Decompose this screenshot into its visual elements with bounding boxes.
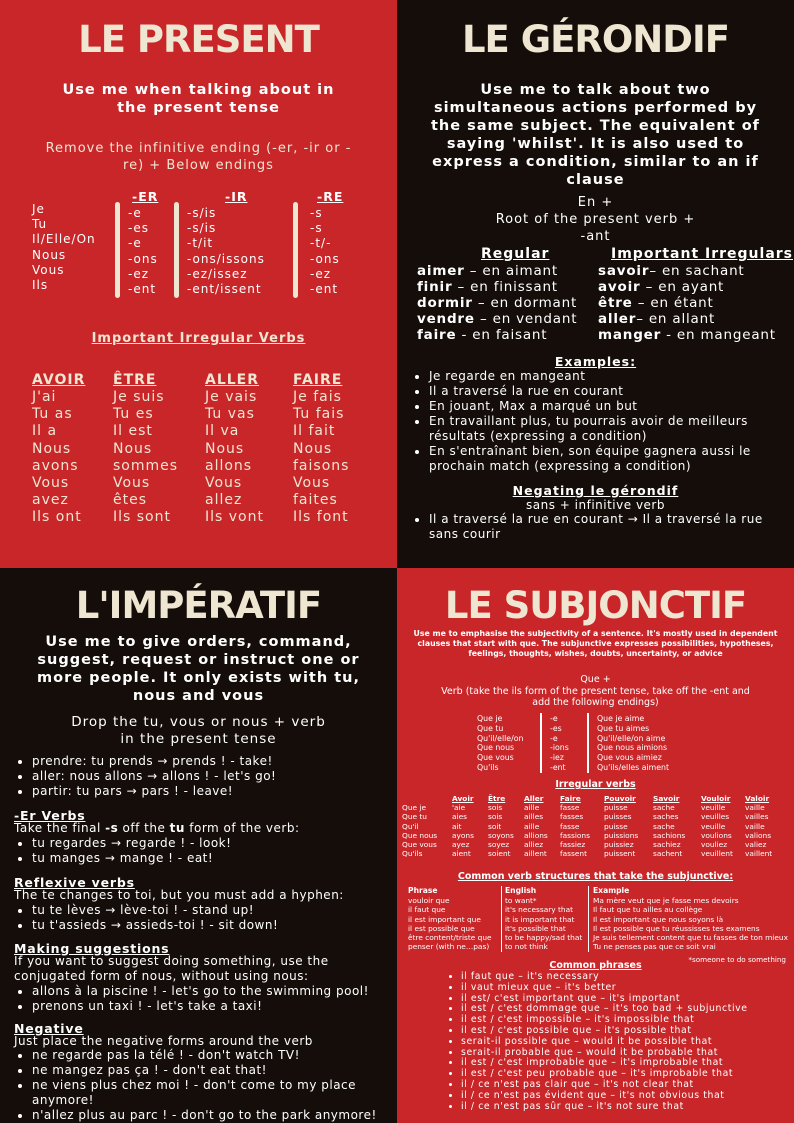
subjonctif-endings: -e -es -e -ions -iez -ent [550, 714, 569, 772]
subjonctif-footnote: *someone to do something [688, 955, 786, 964]
gerondif-examples-heading: Examples: [554, 354, 637, 369]
gerondif-panel [397, 0, 794, 568]
present-re-endings: -s -s -t/- -ons -ez -ent [310, 206, 340, 297]
list-item: • tu te lèves → lève-toi ! - stand up! [32, 903, 397, 918]
gerondif-negating-rule: sans + infinitive verb [526, 498, 665, 512]
list-item: • En travaillant plus, tu pourrais avoir de meilleurs résultats (expressing a condition) [429, 414, 794, 444]
subjonctif-structures-heading: Common verb structures that take the subjunctive: [457, 871, 734, 882]
verb-forms: Je suis Tu es Il est Nous sommes Vous êtes Ils sont [113, 389, 179, 526]
english-header: English [505, 886, 537, 895]
irregular-item: aller– en allant [598, 311, 716, 327]
list-item: • tu manges → mange ! - eat! [32, 851, 397, 866]
verb-forms: Je vais Tu vas Il va Nous allons Vous allez Ils vont [205, 389, 264, 526]
present-er-endings: -e -es -e -ons -ez -ent [128, 206, 158, 297]
irr-verb-forms: fasse fasses fasse fassions fassiez fassent [560, 803, 590, 859]
list-item: • En s'entraînant bien, son équipe gagnera aussi le prochain match (expressing a condition) [429, 444, 794, 474]
list-item: • ne mangez pas ça ! - don't eat that! [32, 1063, 388, 1078]
imperatif-suggest-heading: Making suggestions [14, 941, 170, 956]
gerondif-intro: Use me to talk about two simultaneous actions performed by the same subject. The equivalent of saying 'whilst'. It is also used to express a condition, similar to an if clause [431, 82, 760, 188]
verb-forms: Je fais Tu fais Il fait Nous faisons Vous faites Ils font [293, 389, 350, 526]
list-item: • il est/ c'est important que – it's important [461, 994, 791, 1005]
phrase-header: Phrase [408, 886, 438, 895]
example-header: Example [593, 886, 630, 895]
irr-verb-name: Savoir [653, 794, 680, 803]
list-item: • ne viens plus chez moi ! - don't come to my place anymore! [32, 1078, 388, 1108]
subjonctif-phrases [449, 972, 791, 1112]
irr-verb-name: Faire [560, 794, 581, 803]
irr-verb-name: Avoir [452, 794, 474, 803]
gerondif-formula: En + Root of the present verb + -ant [495, 195, 696, 244]
list-item: • tu regardes → regarde ! - look! [32, 836, 397, 851]
regular-item: finir – en finissant [417, 279, 558, 295]
imperatif-er-examples [18, 836, 397, 866]
list-item: • il est / c'est possible que – it's possible that [461, 1026, 791, 1037]
present-ir-header: -IR [225, 189, 248, 204]
present-panel [0, 0, 397, 568]
irregular-item: manger - en mangeant [598, 327, 776, 343]
list-item: • tu t'assieds → assieds-toi ! - sit down! [32, 918, 397, 933]
present-irregular-heading: Important Irregular Verbs [91, 331, 306, 346]
gerondif-regular-heading: Regular [481, 246, 550, 262]
gerondif-irregular-list [598, 263, 776, 343]
irr-pronouns: Que je Que tu Qu'il Que nous Que vous Qu'ils [402, 803, 438, 859]
list-item: • ne regarde pas la télé ! - don't watch TV! [32, 1048, 388, 1063]
irr-verb-forms: sois sois soit soyons soyez soient [488, 803, 514, 859]
subjonctif-phrases-heading: Common phrases [549, 960, 642, 971]
present-divider [115, 202, 120, 298]
irr-verb-name: Aller [524, 794, 544, 803]
subjonctif-panel [397, 568, 794, 1123]
present-rule: Remove the infinitive ending (-er, -ir or -re) + Below endings [45, 141, 352, 173]
imperatif-reflexive-rule: The te changes to toi, but you must add a hyphen: [14, 888, 344, 902]
subjonctif-irregular-heading: Irregular verbs [555, 779, 636, 790]
irr-verb-forms: sache saches sache sachions sachiez sachent [653, 803, 686, 859]
irr-verb-forms: veuille veuilles veuille voulions vouliez veuillent [701, 803, 733, 859]
present-intro: Use me when talking about in the present tense [62, 82, 335, 116]
irregular-item: savoir– en sachant [598, 263, 745, 279]
list-item: • il est / c'est improbable que – it's improbable that [461, 1058, 791, 1069]
imperatif-er-rule: Take the final -s off the tu form of the verb: [14, 821, 300, 835]
present-divider [293, 202, 298, 298]
irr-verb-name: Être [488, 794, 506, 803]
subjonctif-aimer: Que je aime Que tu aimes Qu'il/elle/on aime Que nous aimions Que vous aimiez Qu'ils/elles aiment [597, 714, 670, 772]
imperatif-title: L'IMPÉRATIF [75, 584, 322, 627]
regular-item: faire - en faisant [417, 327, 548, 343]
irregular-item: avoir – en ayant [598, 279, 725, 295]
table-divider [588, 886, 589, 952]
list-item: • il vaut mieux que – it's better [461, 983, 791, 994]
verb-forms: J'ai Tu as Il a Nous avons Vous avez Ils ont [32, 389, 82, 526]
phrase-col: vouloir que il faut que il est important que il est possible que être content/triste que penser (with ne…pas) [408, 896, 492, 952]
imperatif-basics [18, 754, 397, 799]
subjonctif-divider [540, 713, 542, 773]
list-item: • Je regarde en mangeant [429, 369, 794, 384]
imperatif-negative-rule: Just place the negative forms around the verb [14, 1034, 313, 1048]
imperatif-panel [0, 568, 397, 1123]
table-divider [501, 886, 502, 952]
present-re-header: -RE [317, 189, 344, 204]
verb-name: AVOIR [32, 372, 86, 388]
example-col: Ma mère veut que je fasse mes devoirs Il faut que tu ailles au collège Il est important que nous soyons là Il est possible que tu réussisses tes examens Je suis tellement content que tu fasses de ton mieux Tu ne penses pas que ce soit vrai [593, 896, 788, 952]
imperatif-negative-heading: Negative [14, 1021, 84, 1036]
irr-verb-name: Pouvoir [604, 794, 636, 803]
gerondif-examples [415, 369, 794, 474]
gerondif-negating-example [415, 512, 791, 542]
list-item: • il est / c'est impossible – it's impossible that [461, 1015, 791, 1026]
subjonctif-intro: Use me to emphasise the subjectivity of a sentence. It's mostly used in dependent clauses that start with que. The subjunctive expresses possibilities, hypotheses, feelings, thoughts, wishes, doubts, uncertainty, or advice [413, 629, 778, 658]
verb-name: ALLER [205, 372, 260, 388]
irr-verb-forms: aille ailles aille allions alliez aillent [524, 803, 548, 859]
list-item: • prenons un taxi ! - let's take a taxi! [32, 999, 397, 1014]
gerondif-negating-heading: Negating le gérondif [512, 483, 679, 498]
gerondif-title: LE GÉRONDIF [461, 18, 730, 61]
subjonctif-formula: Que + Verb (take the ils form of the present tense, take off the -ent and add the following endings) [441, 674, 750, 708]
present-er-header: -ER [132, 189, 159, 204]
list-item: • allons à la piscine ! - let's go to the swimming pool! [32, 984, 397, 999]
verb-name: FAIRE [293, 372, 343, 388]
subjonctif-divider [587, 713, 589, 773]
irr-verb-forms: vaille vailles vaille valions valiez vaillent [745, 803, 773, 859]
list-item: • n'allez plus au parc ! - don't go to the park anymore! [32, 1108, 388, 1123]
imperatif-suggest-rule: If you want to suggest doing something, use the conjugated form of nous, without using nous: [14, 954, 329, 983]
list-item: • il est / c'est dommage que – it's too bad + subjunctive [461, 1004, 791, 1015]
imperatif-reflexive-heading: Reflexive verbs [14, 875, 135, 890]
irregular-item: être – en étant [598, 295, 714, 311]
imperatif-er-heading: -Er Verbs [14, 808, 86, 823]
list-item: • Il a traversé la rue en courant → Il a traversé la rue sans courir [429, 512, 791, 542]
subjonctif-title: LE SUBJONCTIF [444, 584, 747, 627]
list-item: • Il a traversé la rue en courant [429, 384, 794, 399]
present-divider [174, 202, 179, 298]
imperatif-suggest-examples [18, 984, 397, 1014]
list-item: • il faut que – it's necessary [461, 972, 791, 983]
subjonctif-pronouns: Que je Que tu Qu'il/elle/on Que nous Que vous Qu'ils [477, 714, 524, 772]
imperatif-rule: Drop the tu, vous or nous + verb in the present tense [71, 714, 326, 747]
list-item: • prendre: tu prends → prends ! - take! [32, 754, 397, 769]
english-col: to want* it's necessary that it is important that it's possible that to be happy/sad that to not think [505, 896, 583, 952]
list-item: • il / ce n'est pas clair que – it's not clear that [461, 1080, 791, 1091]
list-item: • aller: nous allons → allons ! - let's go! [32, 769, 397, 784]
list-item: • il / ce n'est pas sûr que – it's not sure that [461, 1102, 791, 1113]
imperatif-negative-examples [18, 1048, 388, 1123]
list-item: • serait-il possible que – would it be possible that [461, 1037, 791, 1048]
imperatif-intro: Use me to give orders, command, suggest, request or instruct one or more people. It only exists with tu, nous and vous [37, 634, 360, 704]
list-item: • partir: tu pars → pars ! - leave! [32, 784, 397, 799]
regular-item: dormir – en dormant [417, 295, 578, 311]
present-pronouns: Je Tu Il/Elle/On Nous Vous Ils [32, 202, 96, 293]
list-item: • il est / c'est peu probable que – it's improbable that [461, 1069, 791, 1080]
verb-name: ÊTRE [113, 372, 157, 388]
gerondif-irregular-heading: Important Irregulars [611, 246, 793, 262]
list-item: • il / ce n'est pas évident que – it's not obvious that [461, 1091, 791, 1102]
present-title: LE PRESENT [78, 18, 319, 61]
list-item: • En jouant, Max a marqué un but [429, 399, 794, 414]
irr-verb-name: Valoir [745, 794, 770, 803]
imperatif-reflexive-examples [18, 903, 397, 933]
present-ir-endings: -s/is -s/is -t/it -ons/issons -ez/issez -ent/issent [187, 206, 265, 297]
irr-verb-forms: puisse puisses puisse puissions puissiez puissent [604, 803, 639, 859]
list-item: • serait-il probable que – would it be probable that [461, 1048, 791, 1059]
irr-verb-forms: 'aie aies ait ayons ayez aient [452, 803, 474, 859]
regular-item: aimer – en aimant [417, 263, 559, 279]
regular-item: vendre – en vendant [417, 311, 578, 327]
gerondif-regular-list [417, 263, 577, 343]
irr-verb-name: Vouloir [701, 794, 731, 803]
